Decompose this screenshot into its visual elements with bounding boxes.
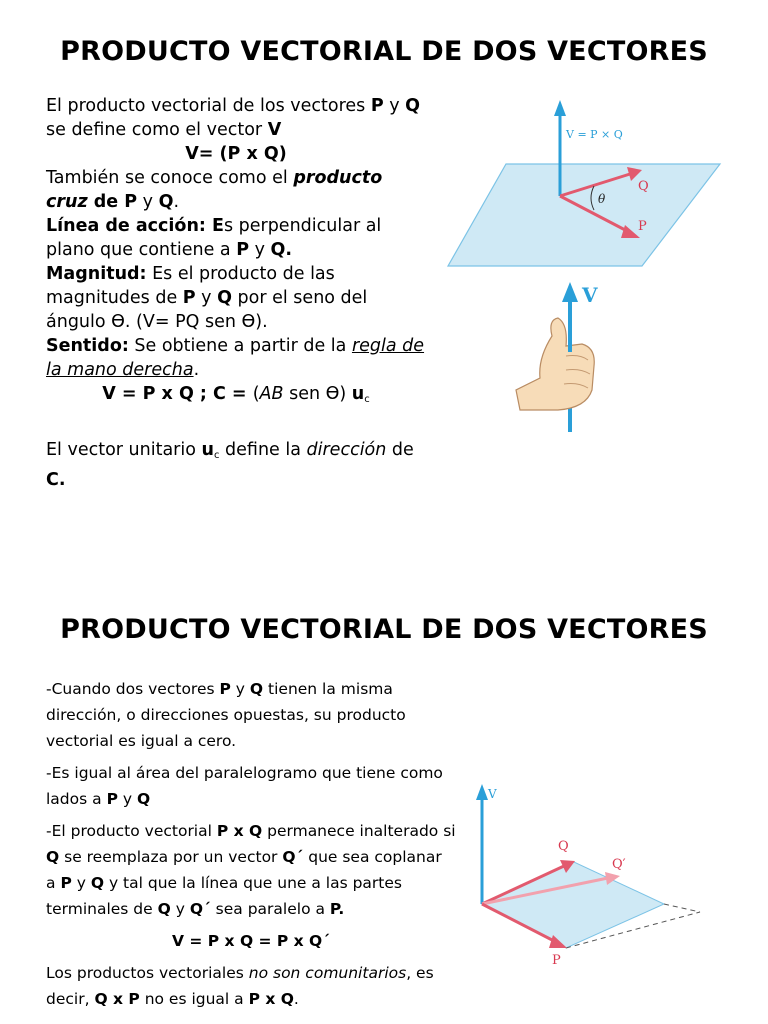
v-equals-pxq-label: V = P × Q: [566, 128, 623, 141]
coplanar-pxq: P x Q: [216, 822, 263, 840]
definition-text: El producto vectorial de los vectores: [46, 96, 371, 116]
linea-accion-paragraph: [46, 214, 426, 262]
producto-cruz-term: producto cruz: [46, 168, 383, 212]
parallelogram-shape: [482, 862, 664, 948]
sentido-paragraph: [46, 334, 426, 382]
noncomm-emphasis: no son comunitarios: [248, 964, 407, 982]
cruz-paragraph: [46, 166, 426, 214]
zero-y: y: [230, 680, 250, 698]
linea-y: y: [249, 240, 271, 260]
p-label-2: P: [552, 953, 561, 968]
cruz-end: .: [173, 192, 180, 212]
unit-direccion: dirección: [306, 440, 387, 460]
coplanar-text-6: sea paralelo a: [210, 900, 330, 918]
area-q: Q: [136, 790, 151, 808]
formula-c-paren: (: [252, 384, 260, 404]
plane-shape: [448, 164, 720, 266]
slide-1-body: [46, 94, 426, 492]
unit-c: C.: [46, 470, 66, 490]
vector-v-label: V: [267, 120, 282, 140]
qprime-label: Q′: [612, 857, 626, 872]
coplanar-p3: P.: [329, 900, 345, 918]
unit-vector-paragraph: [46, 438, 426, 492]
formula-paragraph: [46, 928, 456, 954]
formula-c-text: V = P x Q ; C =: [102, 384, 253, 404]
right-hand-rule-figure: [508, 278, 628, 438]
vector-q-label: Q: [405, 96, 421, 116]
sentido-label: Sentido:: [46, 336, 129, 356]
cruz-de: de: [87, 192, 125, 212]
noncomm-end: .: [293, 990, 299, 1008]
magnitud-p: P: [182, 288, 196, 308]
coplanar-q3: Q: [157, 900, 171, 918]
regla-mano-derecha-link[interactable]: regla de la mano derecha: [46, 336, 425, 380]
slide-2-title: PRODUCTO VECTORIAL DE DOS VECTORES: [60, 614, 708, 645]
definition-paragraph: [46, 94, 426, 142]
hand-v-label: V: [582, 283, 598, 307]
linea-p: P: [236, 240, 250, 260]
coplanar-y3: y: [170, 900, 190, 918]
formula-c-subscript: c: [364, 394, 370, 405]
v-arrowhead-icon: [554, 100, 566, 116]
dashed-line-1: [664, 904, 700, 912]
slide-1-title: PRODUCTO VECTORIAL DE DOS VECTORES: [60, 36, 708, 67]
v-arrowhead-icon-2: [476, 784, 488, 800]
area-paragraph: [46, 760, 456, 812]
coplanar-p2: P: [60, 874, 72, 892]
sentido-text: Se obtiene a partir de la: [128, 336, 352, 356]
zero-text-2: tienen la misma dirección, o direcciones opuestas, su producto vectorial es igual a cero.: [46, 680, 406, 750]
unit-text: El vector unitario: [46, 440, 202, 460]
parallelogram-figure: [474, 780, 704, 980]
slide-2-body: [46, 676, 456, 1018]
vector-p-label: P: [370, 96, 384, 116]
area-text: -Es igual al área del paralelogramo que tiene como lados a: [46, 764, 443, 808]
v-label-2: V: [488, 787, 497, 801]
formula-c-u: u: [351, 384, 365, 404]
formula-text: V= (P x Q): [185, 144, 287, 164]
coplanar-text-4: que sea coplanar a: [46, 848, 442, 892]
theta-label: θ: [598, 192, 606, 206]
zero-q: Q: [249, 680, 264, 698]
magnitud-y: y: [195, 288, 218, 308]
coplanar-text: -El producto vectorial: [46, 822, 217, 840]
cruz-p: P: [124, 192, 138, 212]
noncomm-text-2: , es decir,: [46, 964, 434, 1008]
sentido-end: .: [193, 360, 200, 380]
coplanar-q: Q: [46, 848, 60, 866]
magnitud-q: Q: [217, 288, 232, 308]
cross-product-plane-figure: [444, 94, 724, 276]
zero-product-paragraph: [46, 676, 456, 754]
q-label-2: Q: [558, 839, 569, 854]
noncomm-qxp: Q x P: [94, 990, 140, 1008]
coplanar-text-2: permanece inalterado si: [262, 822, 456, 840]
unit-u: u: [201, 440, 214, 460]
coplanar-q2: Q: [90, 874, 105, 892]
cruz-text: También se conoce como el: [46, 168, 294, 188]
area-y: y: [117, 790, 137, 808]
unit-de: de: [386, 440, 414, 460]
hand-icon: [516, 318, 594, 410]
magnitud-text-2: por el seno del ángulo ϴ. (V= PQ sen ϴ).: [46, 288, 368, 332]
hand-v-arrowhead-icon: [562, 282, 578, 302]
zero-text: -Cuando dos vectores: [46, 680, 220, 698]
formula-c-paragraph: [46, 382, 426, 412]
formula-pxq-pxqprime: V = P x Q = P x Q´: [172, 932, 330, 950]
definition-text-2: se define como el vector: [46, 120, 268, 140]
coplanar-qprime: Q´: [282, 848, 304, 866]
cruz-q: Q: [158, 192, 174, 212]
coplanar-y2: y: [71, 874, 91, 892]
formula-v-pxq: [46, 142, 426, 166]
p-label: P: [638, 219, 647, 234]
coplanar-paragraph: [46, 818, 456, 922]
noncomm-text: Los productos vectoriales: [46, 964, 249, 982]
connector-text: y: [383, 96, 406, 116]
coplanar-text-5: y tal que la línea que une a las partes terminales de: [46, 874, 402, 918]
coplanar-text-3: se reemplaza por un vector: [59, 848, 283, 866]
coplanar-qprime2: Q´: [189, 900, 211, 918]
area-p: P: [106, 790, 118, 808]
magnitud-text: Es el producto de las magnitudes de: [46, 264, 335, 308]
linea-accion-label: Línea de acción: E: [46, 216, 224, 236]
formula-c-ab: AB: [259, 384, 284, 404]
linea-q: Q.: [270, 240, 293, 260]
non-commutative-paragraph: [46, 960, 456, 1012]
zero-p: P: [219, 680, 231, 698]
noncomm-text-3: no es igual a: [139, 990, 249, 1008]
formula-c-sen: sen ϴ): [283, 384, 352, 404]
slide-2: [0, 590, 768, 1024]
magnitud-label: Magnitud:: [46, 264, 147, 284]
magnitud-paragraph: [46, 262, 426, 334]
noncomm-pxq: P x Q: [248, 990, 294, 1008]
cruz-y: y: [137, 192, 159, 212]
q-label: Q: [638, 179, 649, 194]
unit-subscript: c: [213, 450, 220, 461]
unit-text-2: define la: [219, 440, 307, 460]
linea-accion-text: s perpendicular al plano que contiene a: [46, 216, 382, 260]
